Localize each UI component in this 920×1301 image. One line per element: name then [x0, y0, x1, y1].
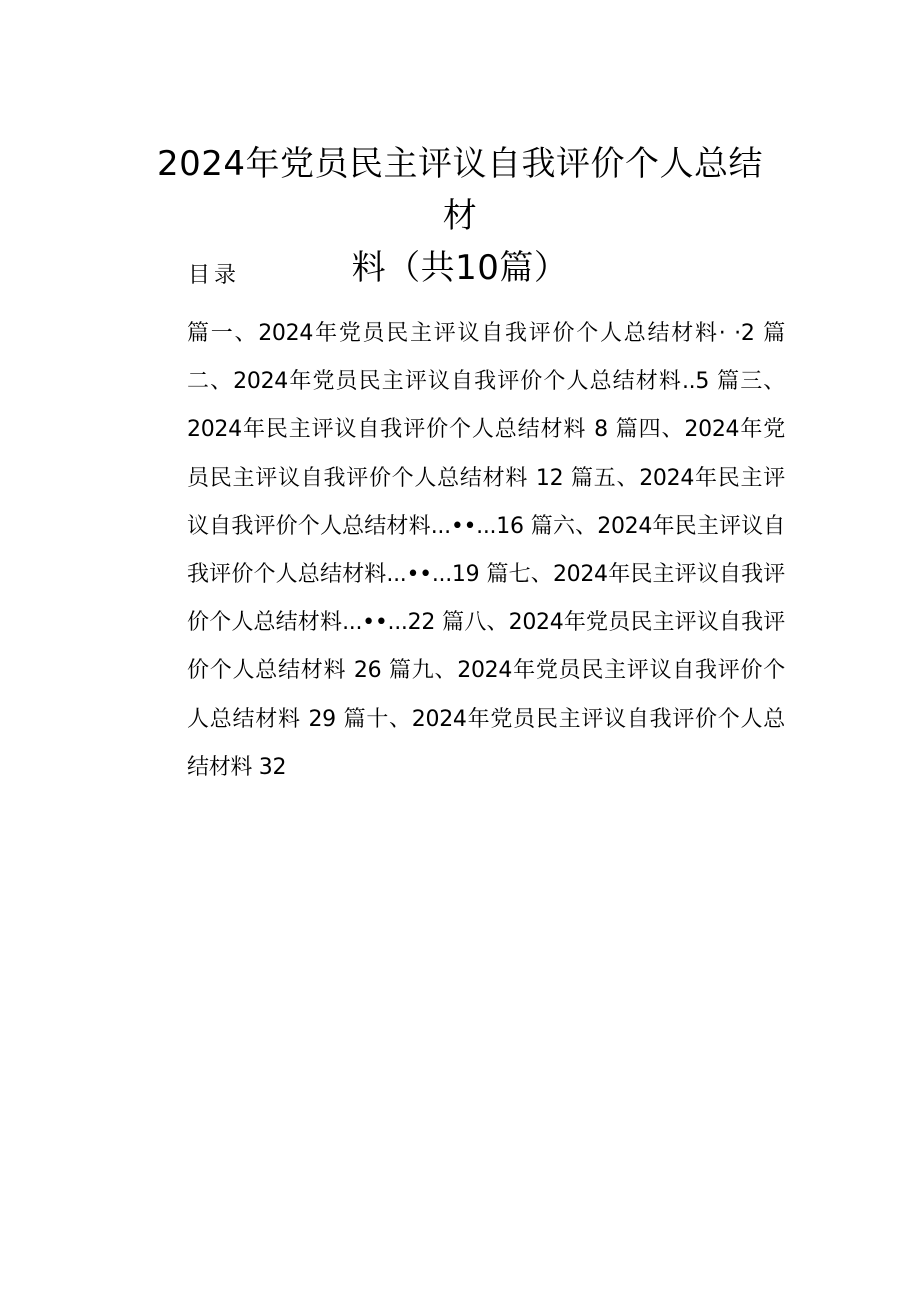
toc-line: 我评价个人总结材料...••...19 篇七、2024年民主评议自我评: [187, 561, 785, 587]
title-line-2: 料（共10篇）: [351, 248, 569, 288]
toc-line: 2024年民主评议自我评价个人总结材料 8 篇四、2024年党: [187, 417, 785, 443]
document-title: [150, 138, 770, 294]
toc-line: 人总结材料 29 篇十、2024年党员民主评议自我评价个人总: [187, 706, 785, 732]
toc-line: 价个人总结材料...••...22 篇八、2024年党员民主评议自我评: [187, 610, 785, 636]
toc-line: 价个人总结材料 26 篇九、2024年党员民主评议自我评价个: [187, 658, 785, 684]
toc-line: 结材料 32: [187, 754, 287, 780]
toc-line: 二、2024年党员民主评议自我评价个人总结材料..5 篇三、: [187, 369, 785, 395]
toc-line: 议自我评价个人总结材料...••...16 篇六、2024年民主评议自: [187, 513, 785, 539]
toc-line: 篇一、2024年党员民主评议自我评价个人总结材料· ·2 篇: [187, 321, 785, 346]
toc-line: 员民主评议自我评价个人总结材料 12 篇五、2024年民主评: [187, 465, 785, 491]
title-line-1: 2024年党员民主评议自我评价个人总结材: [156, 144, 764, 236]
table-of-contents: [187, 310, 785, 792]
toc-heading: 目录: [188, 263, 241, 288]
